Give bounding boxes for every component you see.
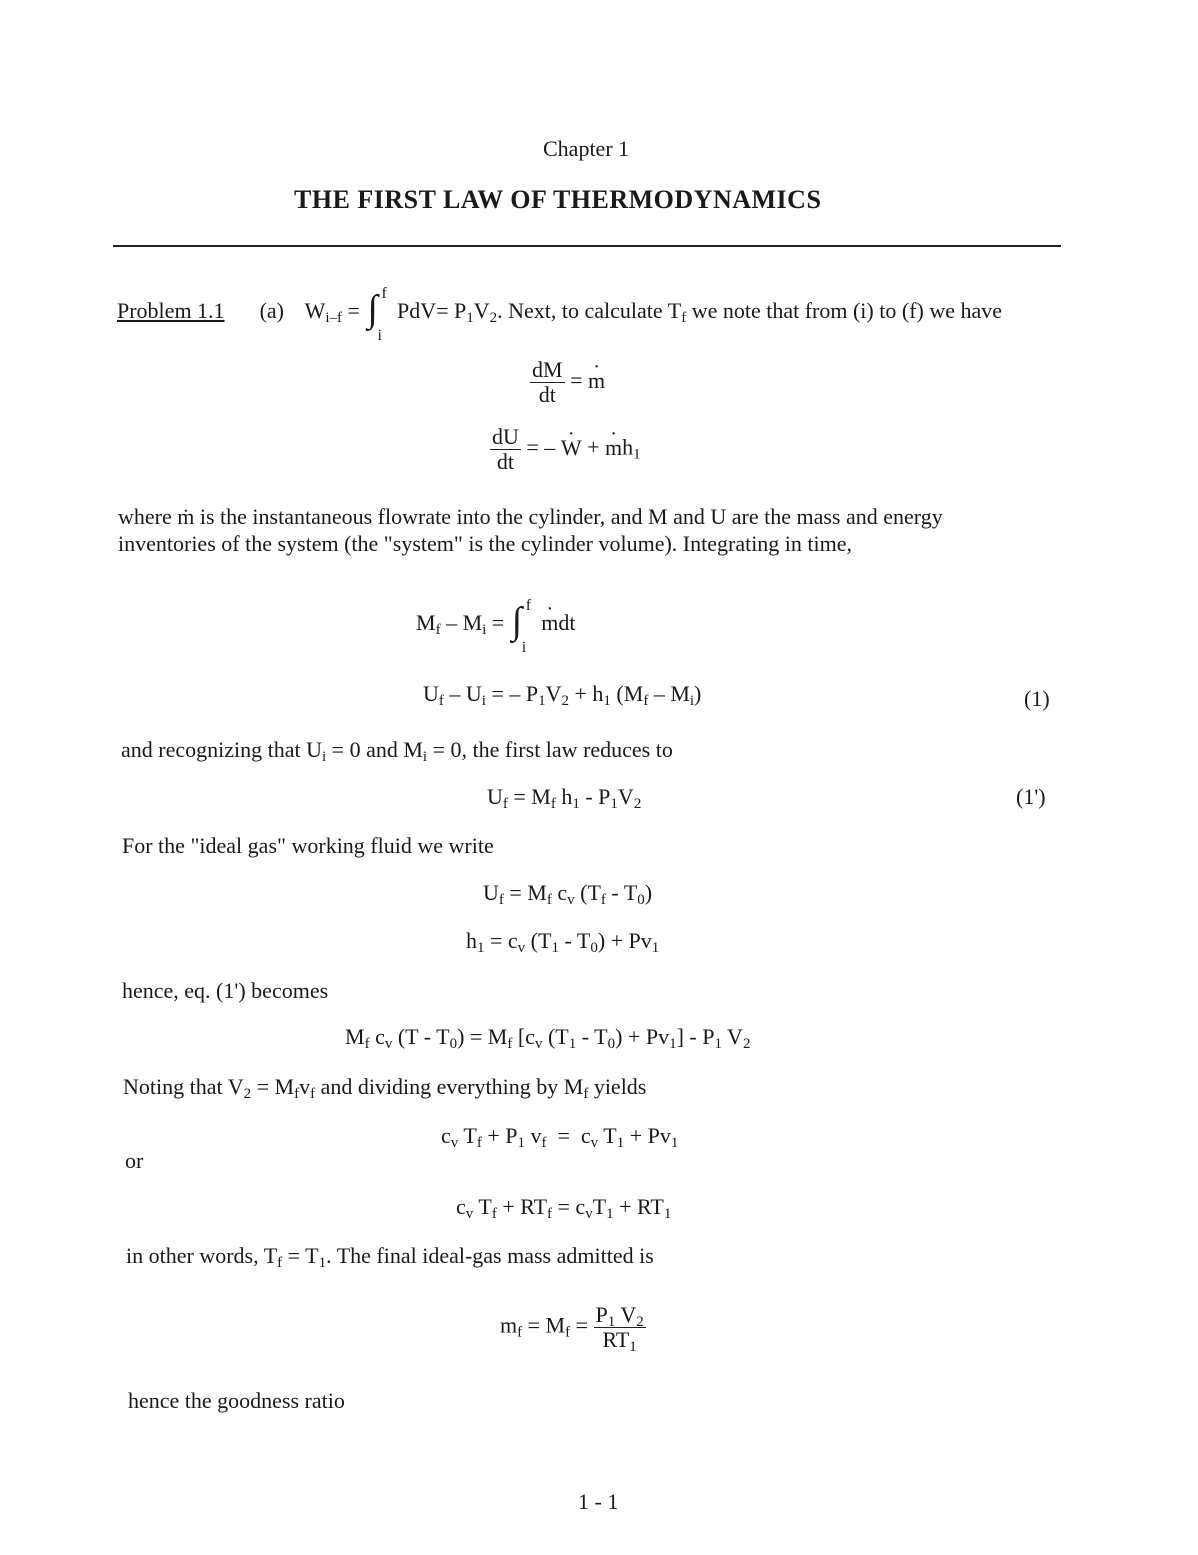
page-number: 1 - 1: [578, 1489, 619, 1514]
paragraph-6: or: [125, 1148, 144, 1173]
paragraph-7: in other words, $T_f = T_1$. The final ideal-gas mass admitted is: [126, 1243, 654, 1271]
problem-label: Problem 1.1: [117, 298, 225, 324]
energy-balance-eq: $\frac{dU}{dt}$ = – W · + $m \cdot h_1$: [490, 425, 641, 474]
intro-tail: we note that from (i) to (f) we have: [686, 298, 1003, 324]
paragraph-1-line-1: where ṁ is the instantaneous flowrate into the cylinder, and M and U are the mass and energy: [118, 504, 943, 529]
mass-admitted-eq: $m_f = M_f$ = $\frac{P_1 V_2}{RT_1}$: [500, 1302, 644, 1355]
integral-sign: ∫ f i: [367, 285, 387, 344]
title-rule: [113, 245, 1061, 247]
problem-part: (a): [259, 298, 284, 324]
mass-integral-eq: $M_f - M_i$ = ∫ f i m ·dt: [416, 605, 575, 645]
paragraph-3: For the "ideal gas" working fluid we write: [122, 833, 494, 858]
first-law-reduced-eq: $U_f = M_f$ $h_1 - P_1V_2$: [487, 784, 642, 812]
intro-pdv: PdV= P: [396, 298, 467, 324]
paragraph-2: and recognizing that $U_i = 0$ and $M_i = 0$, the first law reduces to: [121, 737, 673, 765]
rt-eq: $c_v$ $T_f + RT_f = c_vT_1 + RT_1$: [456, 1194, 672, 1222]
divided-eq: $c_v$ $T_f + P_1$ $v_f = c_v$ $T_1 + Pv_1$: [441, 1123, 679, 1151]
paragraph-1-line-2: inventories of the system (the "system" is the cylinder volume). Integrating in time,: [118, 531, 853, 556]
paragraph-5: Noting that $V_2 = M_fv_f$ and dividing everything by $M_f$ yields: [123, 1074, 647, 1102]
intro-next: . Next, to calculate T: [497, 298, 682, 324]
paragraph-4: hence, eq. (1') becomes: [122, 978, 329, 1003]
mass-balance-eq: $\frac{dM}{dt}$ = m ·: [530, 358, 605, 407]
paragraph-8: hence the goodness ratio: [128, 1388, 345, 1413]
work-symbol: $W_{i-f}$ =: [304, 298, 360, 327]
ideal-gas-enthalpy-eq: $h_1 = c_v$ $(T_1 - T_0) + Pv_1$: [466, 928, 660, 956]
combined-eq: $M_f$ $c_v$ $(T - T_0) = M_f$ [$c_v$ $(T_1 - T_0) + Pv_1] - P_1$ $V_2$: [345, 1024, 751, 1052]
chapter-label: Chapter 1: [543, 136, 630, 161]
equation-number-1: (1): [1024, 686, 1050, 711]
equation-number-1-prime: (1'): [1016, 784, 1046, 809]
page-title: THE FIRST LAW OF THERMODYNAMICS: [294, 185, 822, 214]
energy-integral-eq: $U_f - U_i$ = – $P_1V_2 + h_1$ $(M_f - M_i)$: [423, 681, 702, 709]
ideal-gas-energy-eq: $U_f = M_f$ $c_v$ $(T_f - T_0)$: [483, 880, 653, 908]
problem-intro-line: Problem 1.1 (a) $W_{i-f}$ = ∫ f i $PdV= P_1V_2$. Next, to calculate $T_f$ we note that from (i) to (f) we have: [117, 285, 1003, 344]
